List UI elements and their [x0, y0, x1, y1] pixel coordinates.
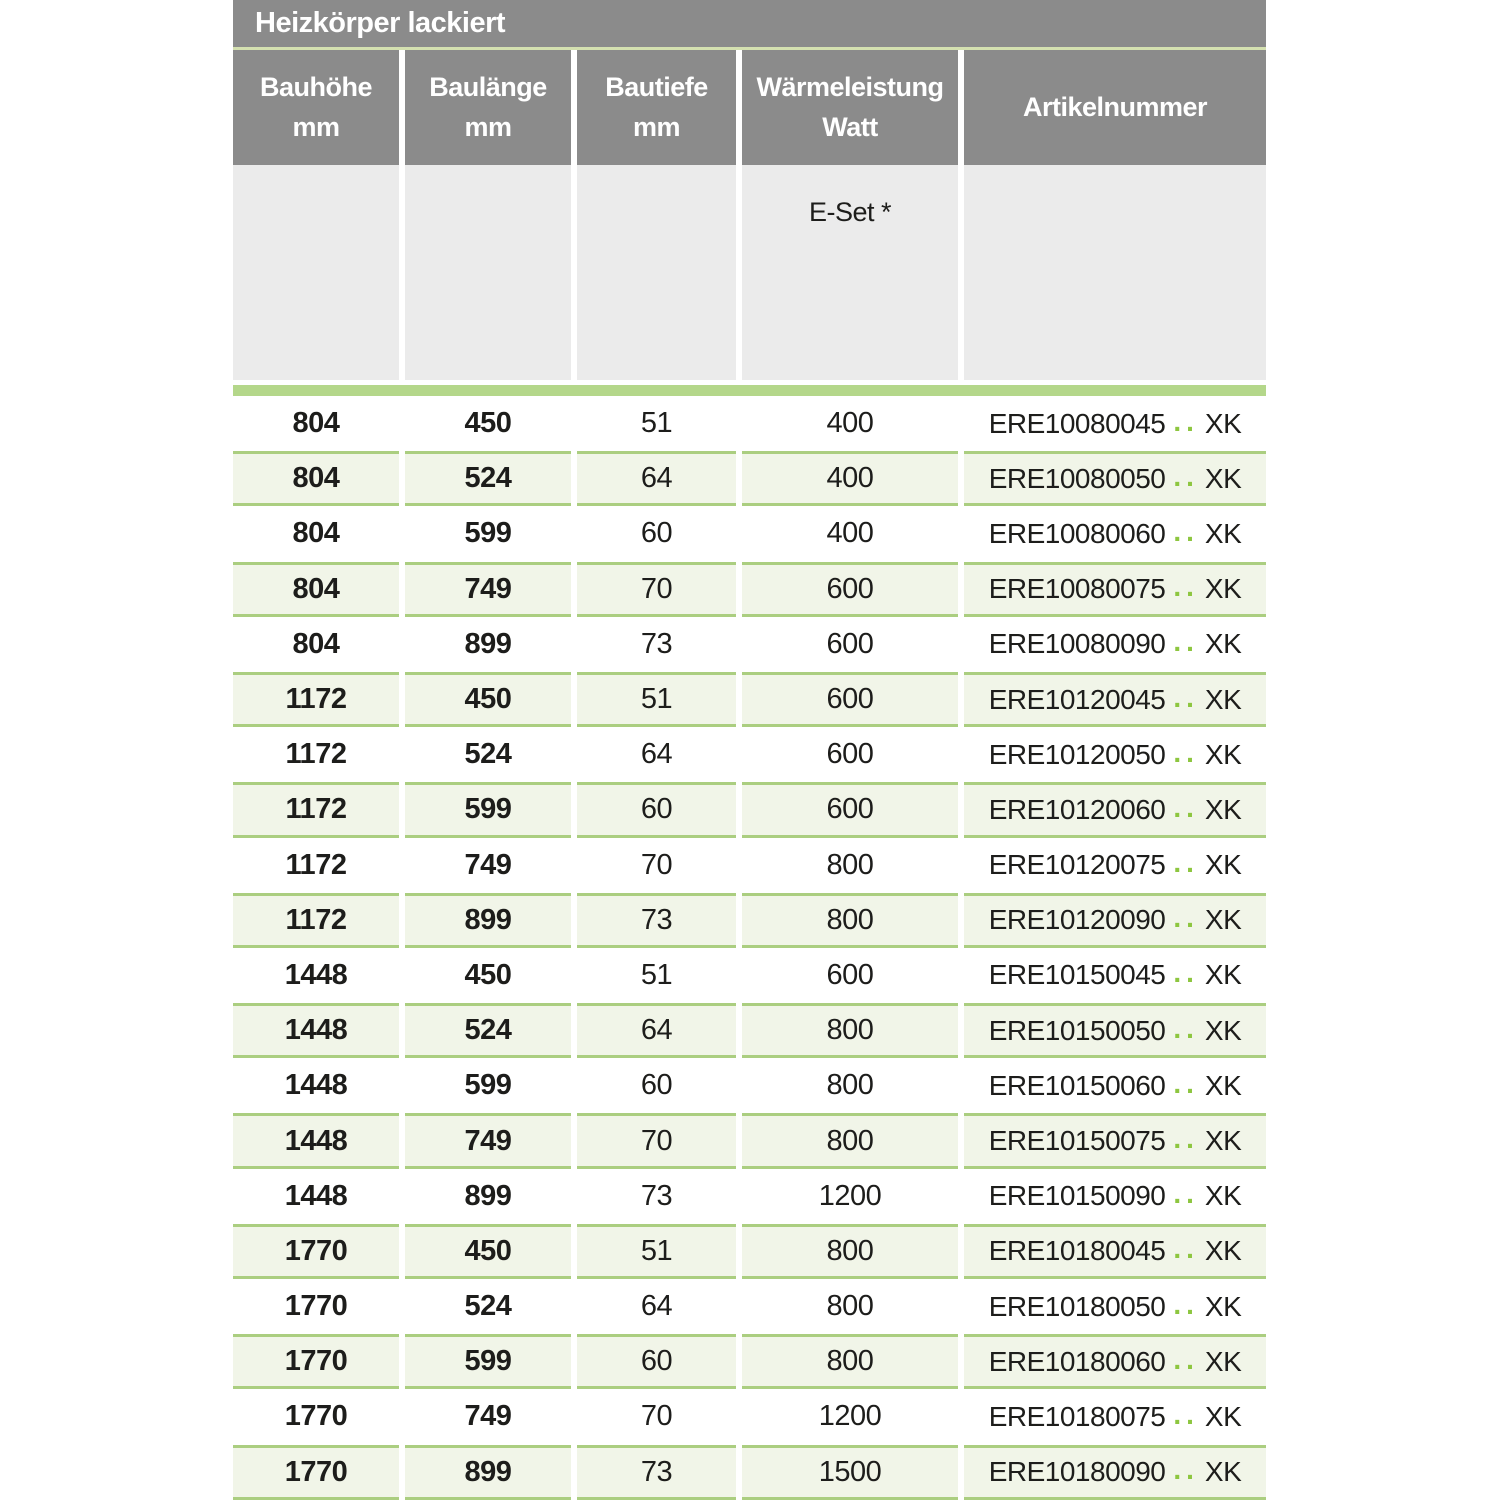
cell-baulaenge: 450 — [405, 672, 571, 727]
cell-artikelnummer — [964, 1058, 1266, 1113]
product-table — [233, 0, 1266, 1500]
artikel-prefix: ERE10150050 — [988, 1014, 1166, 1046]
cell-bauhoehe: 1172 — [233, 838, 399, 893]
artikel-suffix: XK — [1204, 904, 1242, 936]
table-row — [233, 893, 1266, 948]
artikel-placeholder-dots: .. — [1173, 791, 1199, 823]
cell-baulaenge: 524 — [405, 727, 571, 782]
table-title-bar — [233, 0, 1266, 47]
cell-bauhoehe: 804 — [233, 617, 399, 672]
column-header-baulaenge — [405, 50, 571, 165]
artikel-placeholder-dots: .. — [1173, 847, 1199, 879]
cell-waermeleistung: 800 — [742, 1224, 958, 1279]
artikel-suffix: XK — [1204, 1400, 1242, 1432]
artikel-suffix: XK — [1204, 1180, 1242, 1212]
cell-bauhoehe: 1770 — [233, 1389, 399, 1444]
artikel-suffix: XK — [1204, 1290, 1242, 1322]
cell-baulaenge: 899 — [405, 1169, 571, 1224]
cell-baulaenge: 899 — [405, 1445, 571, 1500]
column-header-artikelnummer — [964, 50, 1266, 165]
cell-artikelnummer — [964, 838, 1266, 893]
cell-bautiefe: 64 — [577, 727, 736, 782]
cell-waermeleistung: 800 — [742, 838, 958, 893]
table-row — [233, 1003, 1266, 1058]
table-row — [233, 1445, 1266, 1500]
table-row — [233, 617, 1266, 672]
cell-artikelnummer — [964, 1169, 1266, 1224]
cell-bautiefe: 73 — [577, 1445, 736, 1500]
cell-artikelnummer — [964, 617, 1266, 672]
cell-bautiefe: 51 — [577, 672, 736, 727]
table-body — [233, 396, 1266, 1500]
cell-bautiefe: 64 — [577, 1279, 736, 1334]
artikel-placeholder-dots: .. — [1173, 515, 1199, 547]
cell-waermeleistung: 800 — [742, 1003, 958, 1058]
table-row — [233, 1169, 1266, 1224]
table-row — [233, 506, 1266, 561]
cell-bauhoehe: 804 — [233, 451, 399, 506]
cell-baulaenge: 599 — [405, 1334, 571, 1389]
cell-baulaenge: 450 — [405, 948, 571, 1003]
artikel-prefix: ERE10080050 — [988, 462, 1166, 494]
artikel-prefix: ERE10120090 — [988, 904, 1166, 936]
artikel-prefix: ERE10150090 — [988, 1180, 1166, 1212]
table-row — [233, 562, 1266, 617]
cell-bautiefe: 51 — [577, 948, 736, 1003]
artikel-suffix: XK — [1204, 793, 1242, 825]
column-header-label: Artikelnummer — [1022, 91, 1208, 122]
cell-bautiefe: 60 — [577, 506, 736, 561]
cell-baulaenge: 524 — [405, 451, 571, 506]
subheader-cell-bauhoehe — [233, 165, 399, 380]
table-row — [233, 1113, 1266, 1168]
artikel-placeholder-dots: .. — [1173, 1288, 1199, 1320]
cell-artikelnummer — [964, 506, 1266, 561]
cell-bautiefe: 70 — [577, 1113, 736, 1168]
artikel-suffix: XK — [1204, 1125, 1242, 1157]
artikel-placeholder-dots: .. — [1173, 1343, 1199, 1375]
cell-bautiefe: 60 — [577, 782, 736, 837]
artikel-placeholder-dots: .. — [1173, 405, 1199, 437]
artikel-placeholder-dots: .. — [1173, 736, 1199, 768]
table-row — [233, 948, 1266, 1003]
subheader-cell-artikelnummer — [964, 165, 1266, 380]
artikel-placeholder-dots: .. — [1173, 1398, 1199, 1430]
table-row — [233, 451, 1266, 506]
cell-artikelnummer — [964, 562, 1266, 617]
artikel-suffix: XK — [1204, 683, 1242, 715]
cell-waermeleistung: 1200 — [742, 1169, 958, 1224]
cell-bauhoehe: 1770 — [233, 1279, 399, 1334]
column-header-row — [233, 50, 1266, 165]
cell-bauhoehe: 1770 — [233, 1334, 399, 1389]
cell-bauhoehe: 1172 — [233, 727, 399, 782]
cell-waermeleistung: 400 — [742, 396, 958, 451]
eset-label: E-Set * — [808, 197, 892, 227]
artikel-prefix: ERE10080045 — [988, 407, 1166, 439]
cell-waermeleistung: 600 — [742, 617, 958, 672]
cell-waermeleistung: 1500 — [742, 1445, 958, 1500]
cell-bautiefe: 64 — [577, 451, 736, 506]
artikel-suffix: XK — [1204, 1069, 1242, 1101]
column-header-unit: mm — [292, 111, 340, 142]
column-header-label: Bautiefe — [605, 72, 708, 103]
cell-waermeleistung: 600 — [742, 562, 958, 617]
cell-bauhoehe: 1448 — [233, 1113, 399, 1168]
cell-artikelnummer — [964, 1445, 1266, 1500]
table-row — [233, 727, 1266, 782]
cell-bautiefe: 70 — [577, 838, 736, 893]
cell-baulaenge: 599 — [405, 782, 571, 837]
artikel-prefix: ERE10120045 — [988, 683, 1166, 715]
table-row — [233, 1389, 1266, 1444]
cell-artikelnummer — [964, 1113, 1266, 1168]
artikel-placeholder-dots: .. — [1173, 1012, 1199, 1044]
cell-bautiefe: 73 — [577, 1169, 736, 1224]
artikel-prefix: ERE10150060 — [988, 1069, 1166, 1101]
cell-bautiefe: 70 — [577, 1389, 736, 1444]
cell-bauhoehe: 1448 — [233, 1058, 399, 1113]
cell-bautiefe: 64 — [577, 1003, 736, 1058]
artikel-prefix: ERE10120050 — [988, 738, 1166, 770]
cell-baulaenge: 749 — [405, 562, 571, 617]
artikel-placeholder-dots: .. — [1173, 1123, 1199, 1155]
column-header-bautiefe — [577, 50, 736, 165]
cell-artikelnummer — [964, 1334, 1266, 1389]
artikel-placeholder-dots: .. — [1173, 626, 1199, 658]
artikel-placeholder-dots: .. — [1173, 1454, 1199, 1486]
cell-waermeleistung: 400 — [742, 451, 958, 506]
cell-baulaenge: 599 — [405, 506, 571, 561]
cell-bauhoehe: 1172 — [233, 893, 399, 948]
cell-waermeleistung: 600 — [742, 727, 958, 782]
cell-bauhoehe: 1172 — [233, 782, 399, 837]
artikel-suffix: XK — [1204, 849, 1242, 881]
cell-bauhoehe: 804 — [233, 562, 399, 617]
table-row — [233, 396, 1266, 451]
artikel-suffix: XK — [1204, 573, 1242, 605]
table-row — [233, 1224, 1266, 1279]
subheader-row — [233, 165, 1266, 380]
artikel-prefix: ERE10180090 — [988, 1456, 1166, 1488]
cell-baulaenge: 524 — [405, 1003, 571, 1058]
cell-bauhoehe: 1770 — [233, 1224, 399, 1279]
artikel-placeholder-dots: .. — [1173, 957, 1199, 989]
subheader-cell-eset — [742, 165, 958, 380]
cell-waermeleistung: 400 — [742, 506, 958, 561]
table-row — [233, 1334, 1266, 1389]
artikel-suffix: XK — [1204, 407, 1242, 439]
artikel-placeholder-dots: .. — [1173, 571, 1199, 603]
cell-baulaenge: 450 — [405, 396, 571, 451]
subheader-cell-baulaenge — [405, 165, 571, 380]
cell-baulaenge: 599 — [405, 1058, 571, 1113]
cell-bauhoehe: 1448 — [233, 1003, 399, 1058]
column-header-unit: Watt — [822, 111, 878, 142]
cell-waermeleistung: 800 — [742, 1279, 958, 1334]
artikel-suffix: XK — [1204, 1345, 1242, 1377]
table-row — [233, 782, 1266, 837]
column-header-bauhoehe — [233, 50, 399, 165]
artikel-prefix: ERE10080090 — [988, 628, 1166, 660]
artikel-suffix: XK — [1204, 1235, 1242, 1267]
artikel-placeholder-dots: .. — [1173, 460, 1199, 492]
cell-baulaenge: 749 — [405, 1113, 571, 1168]
cell-artikelnummer — [964, 1279, 1266, 1334]
artikel-prefix: ERE10080075 — [988, 573, 1166, 605]
table-row — [233, 1058, 1266, 1113]
artikel-prefix: ERE10080060 — [988, 517, 1166, 549]
column-header-label: Bauhöhe — [259, 72, 372, 103]
cell-artikelnummer — [964, 451, 1266, 506]
cell-bautiefe: 60 — [577, 1058, 736, 1113]
cell-waermeleistung: 600 — [742, 672, 958, 727]
cell-baulaenge: 749 — [405, 1389, 571, 1444]
cell-artikelnummer — [964, 782, 1266, 837]
artikel-prefix: ERE10180050 — [988, 1290, 1166, 1322]
cell-bautiefe: 70 — [577, 562, 736, 617]
cell-artikelnummer — [964, 893, 1266, 948]
artikel-placeholder-dots: .. — [1173, 1178, 1199, 1210]
cell-baulaenge: 749 — [405, 838, 571, 893]
cell-bauhoehe: 1448 — [233, 1169, 399, 1224]
header-green-bar — [233, 385, 1266, 396]
artikel-suffix: XK — [1204, 1456, 1242, 1488]
cell-bautiefe: 60 — [577, 1334, 736, 1389]
cell-waermeleistung: 800 — [742, 1113, 958, 1168]
cell-bauhoehe: 804 — [233, 506, 399, 561]
cell-waermeleistung: 600 — [742, 948, 958, 1003]
cell-bauhoehe: 804 — [233, 396, 399, 451]
artikel-prefix: ERE10150045 — [988, 959, 1166, 991]
cell-waermeleistung: 1200 — [742, 1389, 958, 1444]
cell-waermeleistung: 800 — [742, 1334, 958, 1389]
artikel-prefix: ERE10120060 — [988, 793, 1166, 825]
artikel-suffix: XK — [1204, 959, 1242, 991]
cell-waermeleistung: 600 — [742, 782, 958, 837]
cell-baulaenge: 899 — [405, 617, 571, 672]
artikel-suffix: XK — [1204, 628, 1242, 660]
artikel-prefix: ERE10180060 — [988, 1345, 1166, 1377]
cell-bauhoehe: 1172 — [233, 672, 399, 727]
column-header-label: Wärmeleistung — [756, 72, 944, 103]
column-header-label: Baulänge — [429, 72, 547, 103]
artikel-suffix: XK — [1204, 462, 1242, 494]
cell-baulaenge: 524 — [405, 1279, 571, 1334]
artikel-suffix: XK — [1204, 738, 1242, 770]
artikel-suffix: XK — [1204, 517, 1242, 549]
table-row — [233, 838, 1266, 893]
artikel-placeholder-dots: .. — [1173, 1233, 1199, 1265]
artikel-prefix: ERE10120075 — [988, 849, 1166, 881]
cell-bautiefe: 51 — [577, 396, 736, 451]
cell-artikelnummer — [964, 672, 1266, 727]
cell-bautiefe: 73 — [577, 617, 736, 672]
cell-bauhoehe: 1770 — [233, 1445, 399, 1500]
artikel-suffix: XK — [1204, 1014, 1242, 1046]
cell-baulaenge: 899 — [405, 893, 571, 948]
artikel-prefix: ERE10180075 — [988, 1400, 1166, 1432]
artikel-placeholder-dots: .. — [1173, 681, 1199, 713]
cell-artikelnummer — [964, 1003, 1266, 1058]
subheader-cell-bautiefe — [577, 165, 736, 380]
table-row — [233, 1279, 1266, 1334]
cell-bauhoehe: 1448 — [233, 948, 399, 1003]
artikel-placeholder-dots: .. — [1173, 1067, 1199, 1099]
column-header-waermeleistung — [742, 50, 958, 165]
cell-artikelnummer — [964, 1389, 1266, 1444]
cell-artikelnummer — [964, 396, 1266, 451]
artikel-placeholder-dots: .. — [1173, 902, 1199, 934]
cell-waermeleistung: 800 — [742, 1058, 958, 1113]
artikel-prefix: ERE10150075 — [988, 1125, 1166, 1157]
table-title: Heizkörper lackiert — [255, 7, 506, 39]
cell-artikelnummer — [964, 948, 1266, 1003]
artikel-prefix: ERE10180045 — [988, 1235, 1166, 1267]
cell-artikelnummer — [964, 1224, 1266, 1279]
cell-bautiefe: 51 — [577, 1224, 736, 1279]
cell-baulaenge: 450 — [405, 1224, 571, 1279]
cell-waermeleistung: 800 — [742, 893, 958, 948]
table-row — [233, 672, 1266, 727]
cell-artikelnummer — [964, 727, 1266, 782]
column-header-unit: mm — [464, 111, 512, 142]
column-header-unit: mm — [632, 111, 680, 142]
cell-bautiefe: 73 — [577, 893, 736, 948]
